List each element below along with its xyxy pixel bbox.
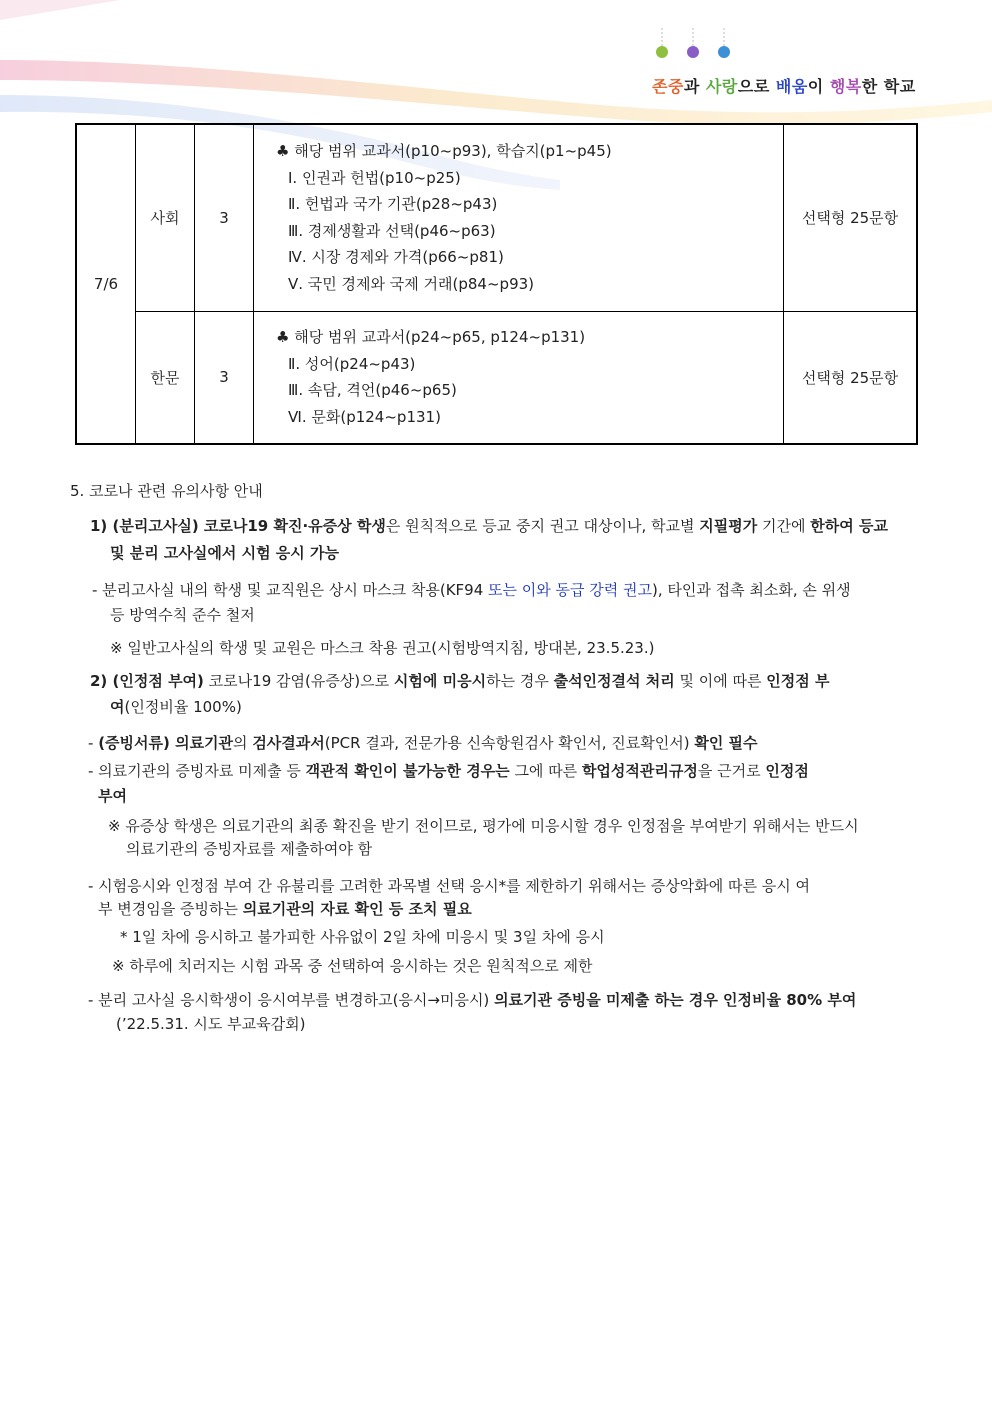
- slogan-word: 과: [683, 77, 706, 96]
- hours-cell: 3: [195, 311, 254, 444]
- slogan-word: 배움: [775, 77, 808, 96]
- range-item: Ⅰ. 인권과 헌법(p10~p25): [288, 168, 461, 187]
- text-run: ), 타인과 접촉 최소화, 손 위생: [652, 581, 851, 599]
- notice-item-1-line-2: [110, 542, 922, 565]
- selective-exam-footnote: ※ 하루에 치러지는 시험 과목 중 선택하여 응시하는 것은 원칙적으로 제한: [112, 957, 593, 975]
- text-run: 기간에: [757, 517, 811, 535]
- notice-item-2-line-1: [90, 670, 922, 693]
- text-run: 학업성적관리규정: [581, 762, 698, 780]
- notice-item-1-bullet-line-2: 등 방역수칙 준수 철저: [110, 606, 255, 624]
- text-run: (PCR 결과, 전문가용 신속항원검사 확인서, 진료확인서): [324, 734, 695, 752]
- text-run: 의: [233, 734, 253, 752]
- exam-date-cell: 7/6: [76, 124, 136, 444]
- range-item: Ⅲ. 속담, 격언(p46~p65): [288, 381, 457, 400]
- subject-cell: 한문: [136, 311, 195, 444]
- text-run: 인정점 부: [766, 672, 830, 690]
- range-item: Ⅲ. 경제생활과 선택(p46~p63): [288, 221, 496, 240]
- text-run: 검사결과서: [252, 734, 325, 752]
- text-run: - 분리고사실 내의 학생 및 교직원은 상시 마스크 착용(KF94: [92, 581, 489, 599]
- text-run: 2) (인정점 부여): [90, 672, 204, 690]
- evidence-documents-line: [88, 732, 922, 755]
- notice-item-1-line-1: [90, 515, 922, 538]
- text-run: (인정비율 100%): [124, 698, 242, 716]
- text-run: 출석인정결석 처리: [553, 672, 675, 690]
- text-run: 지필평가: [699, 517, 758, 535]
- change-exam-line-2: (’22.5.31. 시도 부교육감회): [116, 1015, 306, 1033]
- text-run: 객관적 확인이 불가능한 경우는: [305, 762, 510, 780]
- text-run: 코로나19 감염(유증상)으로: [203, 672, 394, 690]
- text-run: 그에 따른: [509, 762, 582, 780]
- range-item: Ⅱ. 헌법과 국가 기관(p28~p43): [288, 195, 498, 214]
- text-run: 인정점: [765, 762, 809, 780]
- notice-item-1-footnote: ※ 일반고사실의 학생 및 교원은 마스크 착용 권고(시험방역지침, 방대본, 23.5.23.): [110, 639, 655, 657]
- text-run: 을 근거로: [697, 762, 766, 780]
- text-run: 은 원칙적으로 등교 중지 권고 대상이나, 학교별: [385, 517, 700, 535]
- evidence-missing-line-2: 부여: [98, 787, 127, 805]
- slogan-word: 행복: [829, 77, 862, 96]
- header-dots-icon: [652, 28, 742, 68]
- section-title: 5. 코로나 관련 유의사항 안내: [70, 482, 263, 500]
- selective-exam-line-2: [98, 898, 922, 921]
- text-run: 의료기관의 자료 확인 등 조치 필요: [242, 900, 472, 918]
- evidence-footnote-line-1: ※ 유증상 학생은 의료기관의 최종 확진을 받기 전이므로, 평가에 미응시할 경우 인정점을 부여받기 위해서는 반드시: [108, 817, 859, 835]
- evidence-missing-line-1: [88, 760, 922, 783]
- selective-exam-star-note: * 1일 차에 응시하고 불가피한 사유없이 2일 차에 미응시 및 3일 차에 응시: [120, 928, 605, 946]
- selective-exam-line-1: - 시험응시와 인정점 부여 간 유불리를 고려한 과목별 선택 응시*를 제한하기 위해서는 증상악화에 따른 응시 여: [88, 877, 810, 895]
- range-heading: ♣ 해당 범위 교과서(p24~p65, p124~p131): [276, 328, 586, 347]
- range-cell: [254, 124, 784, 311]
- table-row: [76, 311, 917, 444]
- notice-item-1-bullet-line-1: [92, 579, 922, 602]
- text-run: 하는 경우: [486, 672, 554, 690]
- slogan-word: 사랑: [705, 77, 738, 96]
- evidence-footnote-line-2: 의료기관의 증빙자료를 제출하여야 함: [126, 840, 373, 858]
- text-run: 한하여 등교: [810, 517, 888, 535]
- notice-item-2-line-2: [110, 696, 922, 719]
- text-run: 여: [110, 698, 125, 716]
- slogan-word: 한 학교: [861, 77, 916, 96]
- range-cell: [254, 311, 784, 444]
- range-item: Ⅵ. 문화(p124~p131): [288, 407, 441, 426]
- text-run: -: [88, 734, 99, 752]
- text-run: 1) (분리고사실) 코로나19 확진·유증상 학생: [90, 517, 386, 535]
- text-run: 시험에 미응시: [393, 672, 487, 690]
- table-row: [76, 124, 917, 311]
- question-type-cell: 선택형 25문항: [784, 311, 918, 444]
- slogan-word: 존중: [652, 77, 684, 96]
- range-item: Ⅳ. 시장 경제와 가격(p66~p81): [288, 248, 504, 267]
- text-run: 및 이에 따른: [674, 672, 767, 690]
- text-run: (증빙서류) 의료기관: [98, 734, 234, 752]
- text-run: 및 분리 고사실에서 시험 응시 가능: [110, 544, 339, 562]
- exam-schedule-table: [75, 123, 918, 445]
- range-heading: ♣ 해당 범위 교과서(p10~p93), 학습지(p1~p45): [276, 142, 612, 161]
- text-run: 의료기관 증빙을 미제출 하는 경우 인정비율 80% 부여: [494, 991, 857, 1009]
- text-run: - 분리 고사실 응시학생이 응시여부를 변경하고(응시→미응시): [88, 991, 495, 1009]
- slogan-word: 이: [807, 77, 830, 96]
- range-item: Ⅱ. 성어(p24~p43): [288, 354, 416, 373]
- change-exam-line-1: [88, 989, 922, 1012]
- text-run: 또는 이와 동급 강력 권고: [488, 581, 653, 599]
- text-run: 확인 필수: [694, 734, 758, 752]
- hours-cell: 3: [195, 124, 254, 311]
- slogan-word: 으로: [737, 77, 776, 96]
- text-run: 부 변경임을 증빙하는: [98, 900, 243, 918]
- range-item: Ⅴ. 국민 경제와 국제 거래(p84~p93): [288, 274, 535, 293]
- school-slogan: [652, 74, 916, 97]
- subject-cell: 사회: [136, 124, 195, 311]
- question-type-cell: 선택형 25문항: [784, 124, 918, 311]
- text-run: - 의료기관의 증빙자료 미제출 등: [88, 762, 306, 780]
